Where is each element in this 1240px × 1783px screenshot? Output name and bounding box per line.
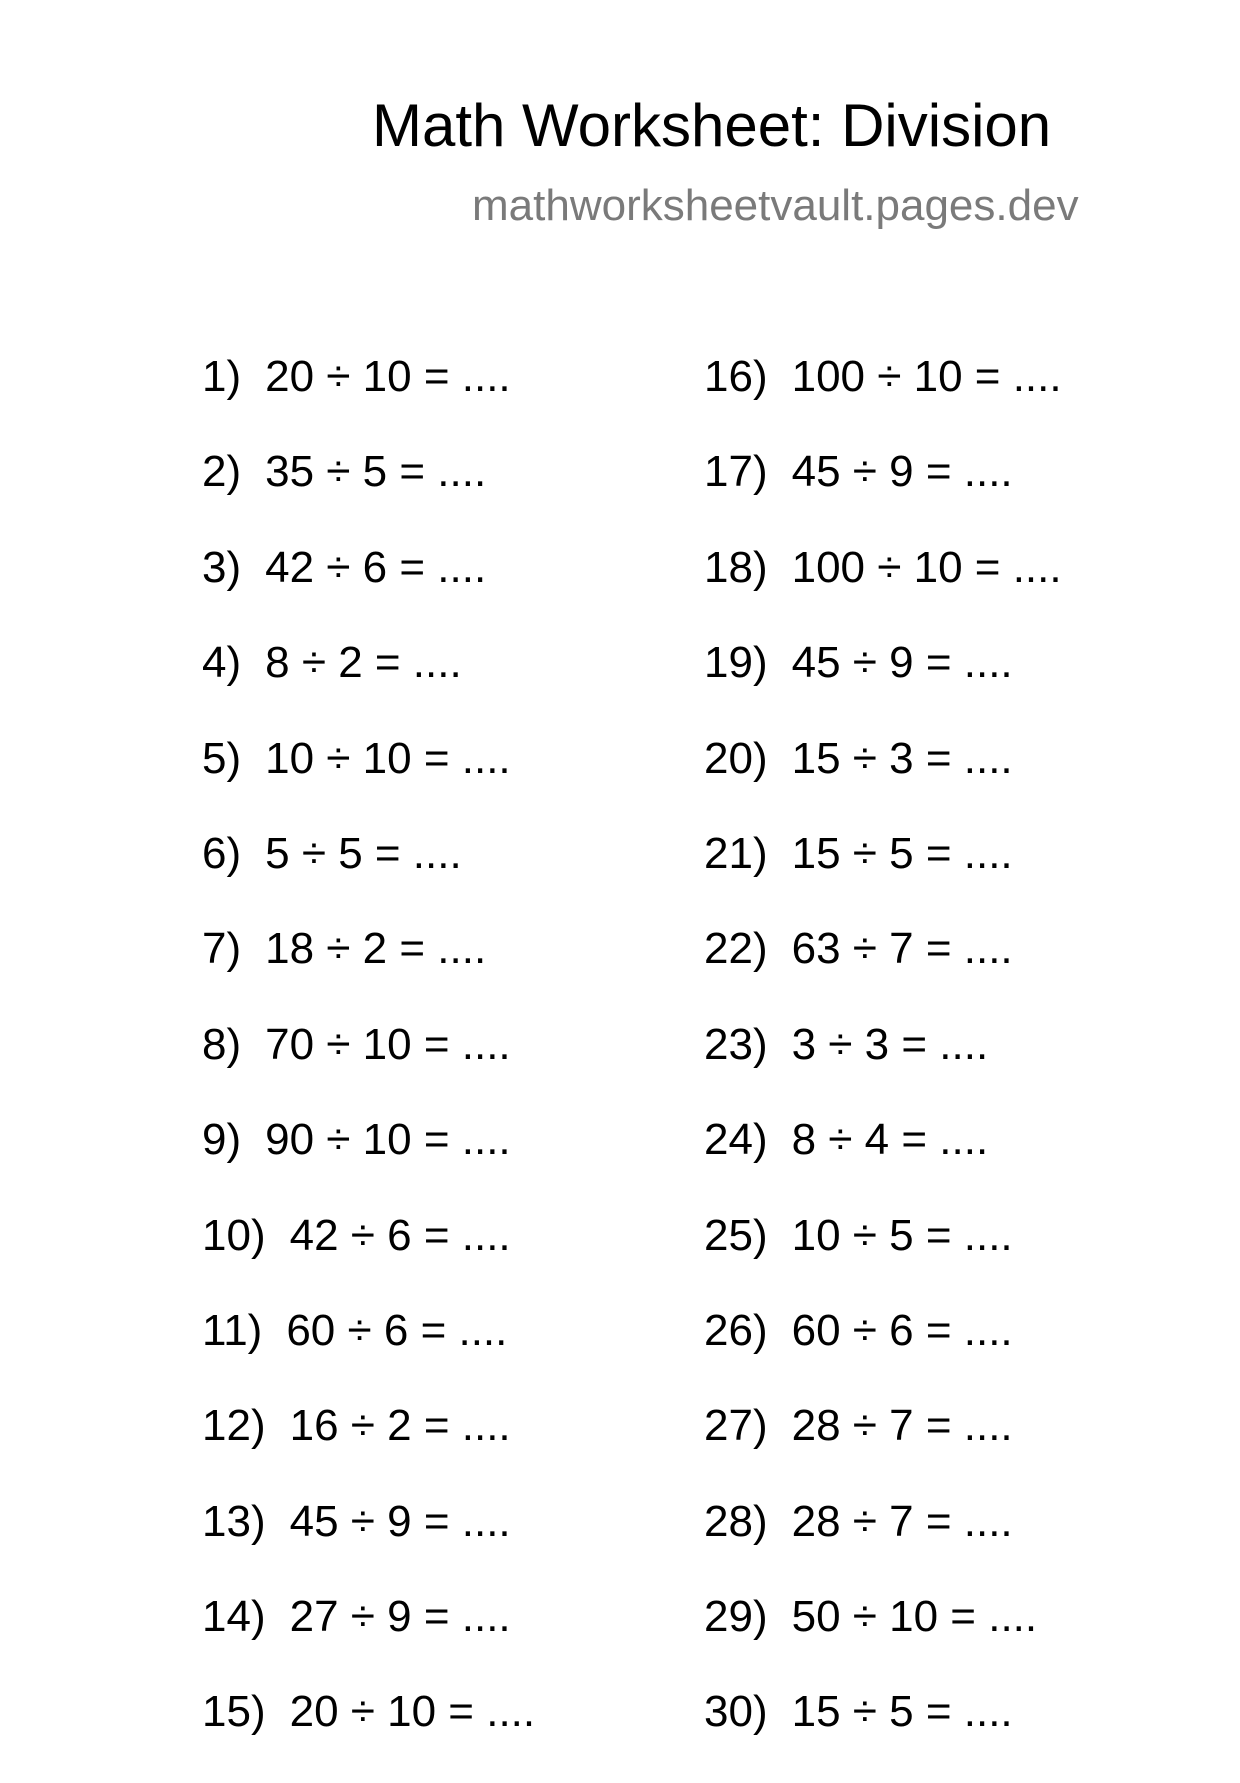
problem-expression: 15 ÷ 5 = .... — [791, 828, 1013, 878]
problem-number: 14) — [202, 1592, 266, 1642]
problem-column-right — [704, 352, 1062, 1783]
problem-number: 26) — [704, 1305, 768, 1355]
problem-expression: 15 ÷ 5 = .... — [791, 1687, 1013, 1737]
problem-row — [704, 1115, 1062, 1210]
problem-expression: 8 ÷ 2 = .... — [265, 638, 462, 688]
problem-expression: 50 ÷ 10 = .... — [791, 1592, 1038, 1642]
problem-expression: 10 ÷ 5 = .... — [791, 1210, 1013, 1260]
problem-number: 22) — [704, 924, 768, 974]
page-title: Math Worksheet: Division — [372, 92, 1052, 159]
problem-number: 11) — [202, 1305, 263, 1355]
problem-row — [704, 924, 1062, 1019]
problem-number: 7) — [202, 924, 242, 974]
problem-number: 4) — [202, 638, 242, 688]
problem-row — [704, 352, 1062, 447]
problem-expression: 35 ÷ 5 = .... — [265, 447, 487, 497]
problem-number: 12) — [202, 1401, 266, 1451]
problem-expression: 90 ÷ 10 = .... — [265, 1115, 511, 1165]
problem-expression: 10 ÷ 10 = .... — [265, 733, 511, 783]
problem-row — [202, 1211, 535, 1306]
problem-expression: 3 ÷ 3 = .... — [791, 1019, 989, 1069]
problem-number: 19) — [704, 638, 768, 688]
problem-expression: 18 ÷ 2 = .... — [265, 924, 487, 974]
problem-number: 8) — [202, 1019, 242, 1069]
problem-number: 1) — [202, 352, 242, 401]
problem-number: 15) — [202, 1687, 266, 1737]
problem-number: 20) — [704, 733, 768, 783]
problem-row — [704, 447, 1062, 542]
problem-row — [202, 1687, 535, 1782]
problem-expression: 42 ÷ 6 = .... — [289, 1210, 511, 1260]
problem-number: 2) — [202, 447, 242, 497]
problem-row — [704, 1306, 1062, 1401]
problem-number: 5) — [202, 733, 242, 783]
problem-row — [704, 543, 1062, 638]
problem-expression: 20 ÷ 10 = .... — [289, 1687, 536, 1737]
problem-expression: 42 ÷ 6 = .... — [265, 542, 487, 592]
problem-expression: 27 ÷ 9 = .... — [289, 1592, 511, 1642]
problem-row — [202, 1115, 535, 1210]
problem-expression: 45 ÷ 9 = .... — [791, 638, 1013, 688]
problem-row — [704, 829, 1062, 924]
problem-number: 27) — [704, 1401, 768, 1451]
problem-column-left — [202, 352, 535, 1783]
problem-expression: 100 ÷ 10 = .... — [791, 542, 1062, 592]
problem-number: 16) — [704, 352, 768, 401]
problem-row — [202, 829, 535, 924]
problem-expression: 15 ÷ 3 = .... — [791, 733, 1013, 783]
problem-number: 24) — [704, 1115, 768, 1165]
problem-row — [202, 924, 535, 1019]
problem-expression: 5 ÷ 5 = .... — [265, 828, 462, 878]
problem-expression: 8 ÷ 4 = .... — [791, 1115, 989, 1165]
problem-number: 23) — [704, 1019, 768, 1069]
problem-number: 6) — [202, 828, 242, 878]
problem-expression: 20 ÷ 10 = .... — [265, 352, 511, 401]
problem-number: 30) — [704, 1687, 768, 1737]
problem-number: 13) — [202, 1496, 266, 1546]
problem-row — [704, 1401, 1062, 1496]
problem-row — [202, 1306, 535, 1401]
problem-expression: 60 ÷ 6 = .... — [286, 1305, 508, 1355]
problem-expression: 16 ÷ 2 = .... — [289, 1401, 511, 1451]
problem-expression: 70 ÷ 10 = .... — [265, 1019, 511, 1069]
problem-number: 28) — [704, 1496, 768, 1546]
problem-expression: 60 ÷ 6 = .... — [791, 1305, 1013, 1355]
problem-row — [704, 1497, 1062, 1592]
problem-expression: 28 ÷ 7 = .... — [791, 1496, 1013, 1546]
problem-row — [202, 638, 535, 733]
problem-row — [704, 1592, 1062, 1687]
problem-row — [704, 1687, 1062, 1782]
problem-expression: 100 ÷ 10 = .... — [791, 352, 1062, 401]
site-url: mathworksheetvault.pages.dev — [472, 181, 1079, 230]
problem-number: 29) — [704, 1592, 768, 1642]
problem-number: 25) — [704, 1210, 768, 1260]
problem-row — [704, 734, 1062, 829]
problem-row — [704, 638, 1062, 733]
problem-row — [704, 1211, 1062, 1306]
problem-expression: 45 ÷ 9 = .... — [791, 447, 1013, 497]
problem-number: 18) — [704, 542, 768, 592]
problem-expression: 45 ÷ 9 = .... — [289, 1496, 511, 1546]
problem-row — [202, 543, 535, 638]
problem-number: 17) — [704, 447, 768, 497]
problem-row — [202, 447, 535, 542]
problem-expression: 28 ÷ 7 = .... — [791, 1401, 1013, 1451]
problem-number: 10) — [202, 1210, 266, 1260]
problem-number: 3) — [202, 542, 242, 592]
problem-row — [202, 1592, 535, 1687]
problem-row — [202, 1497, 535, 1592]
problem-row — [202, 1020, 535, 1115]
problem-expression: 63 ÷ 7 = .... — [791, 924, 1013, 974]
problem-number: 21) — [704, 828, 768, 878]
problem-row — [202, 352, 535, 447]
problem-row — [202, 734, 535, 829]
problem-row — [704, 1020, 1062, 1115]
problem-row — [202, 1401, 535, 1496]
problem-number: 9) — [202, 1115, 242, 1165]
